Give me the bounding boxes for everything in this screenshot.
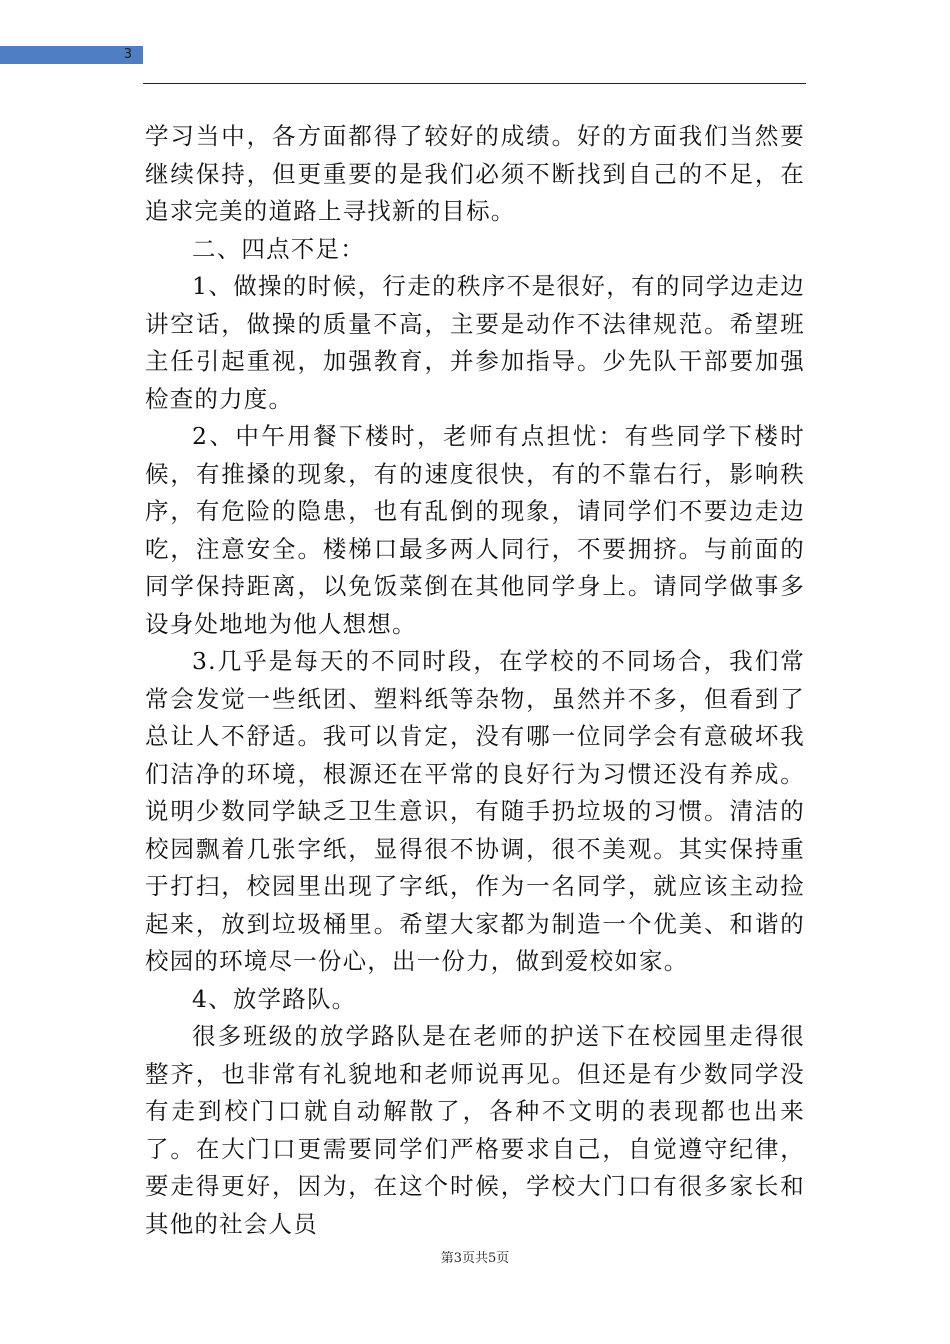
paragraph-item-1: 1、做操的时候，行走的秩序不是很好，有的同学边走边讲空话，做操的质量不高，主要是动作不法律规范。希望班主任引起重视，加强教育，并参加指导。少先队干部要加强检查的力度。 <box>145 272 805 413</box>
page-tab-number: 3 <box>123 47 132 62</box>
page-number-tab <box>0 46 143 64</box>
paragraph-continuation: 学习当中，各方面都得了较好的成绩。好的方面我们当然要继续保持，但更重要的是我们必须不断找到自己的不足，在追求完美的道路上寻找新的目标。 <box>145 122 805 225</box>
paragraph-item-4-body: 很多班级的放学路队是在老师的护送下在校园里走得很整齐，也非常有礼貌地和老师说再见。但还是有少数同学没有走到校门口就自动解散了，各种不文明的表现都也出来了。在大门口更需要同学们严格要求自己，自觉遵守纪律，要走得更好，因为，在这个时候，学校大门口有很多家长和其他的社会人员 <box>145 1022 805 1238</box>
page-footer: 第3页共5页 <box>440 1251 510 1266</box>
paragraph-item-4-heading: 4、放学路队。 <box>192 984 357 1013</box>
document-body <box>145 118 805 1243</box>
paragraph-item-3: 3.几乎是每天的不同时段，在学校的不同场合，我们常常会发觉一些纸团、塑料纸等杂物，虽然并不多，但看到了总让人不舒适。我可以肯定，没有哪一位同学会有意破坏我们洁净的环境，根源还在平常的良好行为习惯还没有养成。说明少数同学缺乏卫生意识，有随手扔垃圾的习惯。清洁的校园飘着几张字纸，显得很不协调，很不美观。其实保持重于打扫，校园里出现了字纸，作为一名同学，就应该主动捡起来，放到垃圾桶里。希望大家都为制造一个优美、和谐的校园的环境尽一份心，出一份力，做到爱校如家。 <box>145 647 805 975</box>
paragraph-item-2: 2、中午用餐下楼时，老师有点担忧：有些同学下楼时候，有推搡的现象，有的速度很快，有的不靠右行，影响秩序，有危险的隐患，也有乱倒的现象，请同学们不要边走边吃，注意安全。楼梯口最多两人同行，不要拥挤。与前面的同学保持距离，以免饭菜倒在其他同学身上。请同学做事多设身处地地为他人想想。 <box>145 422 805 638</box>
header-rule <box>143 83 806 84</box>
section-heading-shortcomings: 二、四点不足： <box>192 234 365 263</box>
